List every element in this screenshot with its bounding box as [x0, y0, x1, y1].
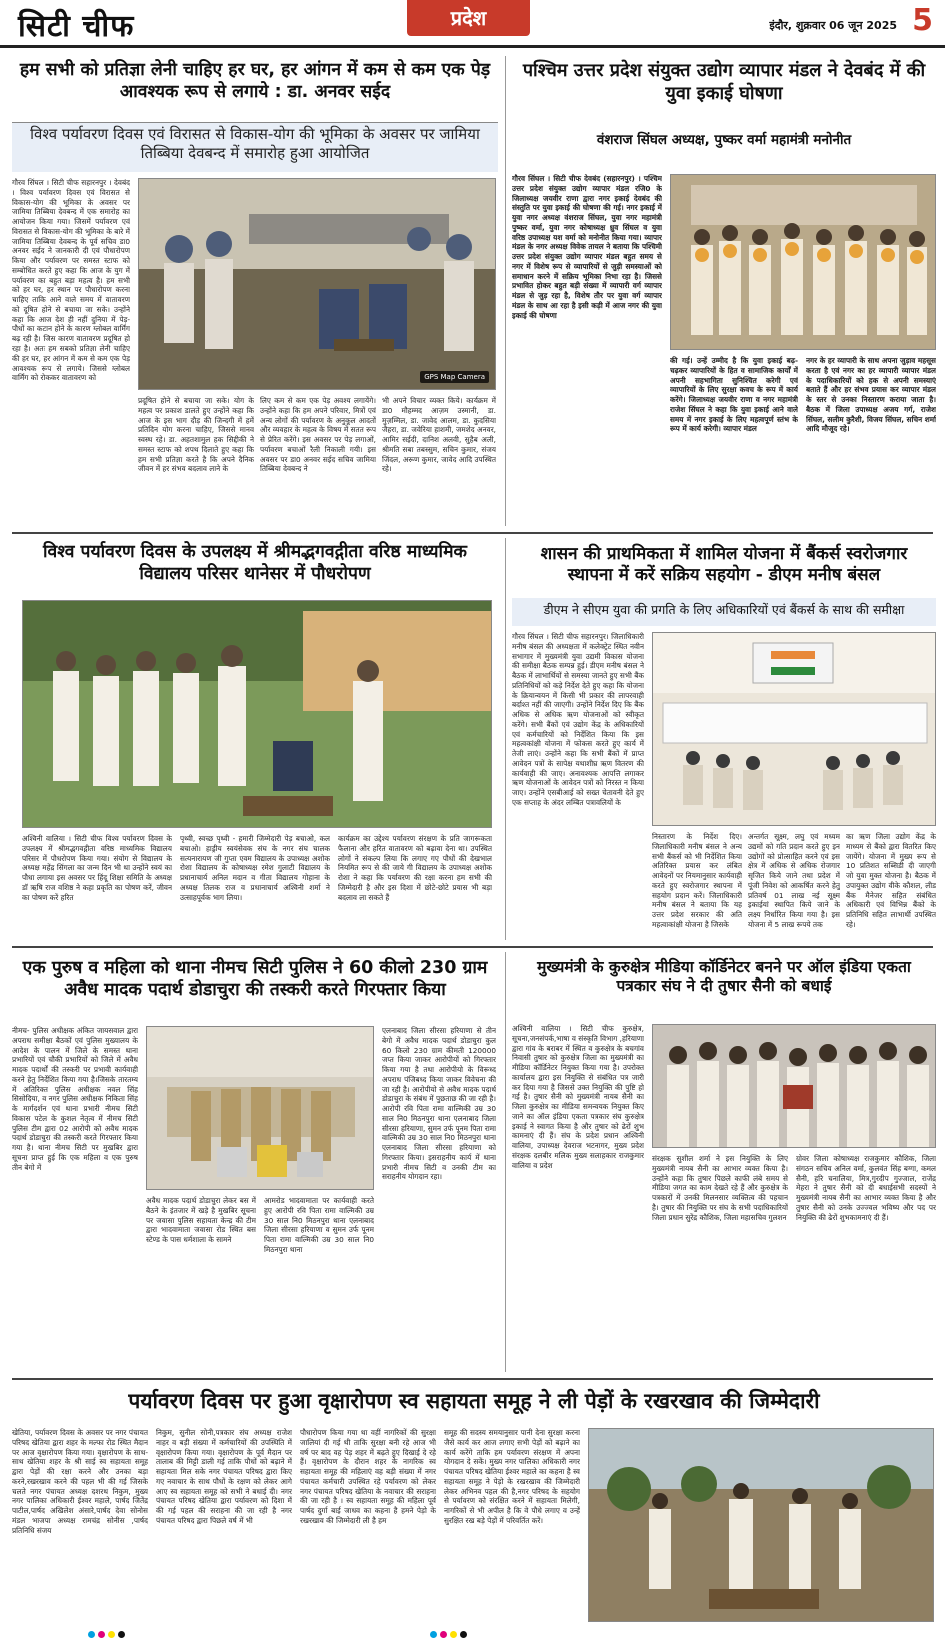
story1-column-2: प्रदूषित होने से बचाया जा सके। योग के महत्व पर प्रकाश डालते हुए उन्होंने कहा कि आज के इस भाग दौड़ की जिन्दगी में हमें प्रतिदिन योग करना चाहिए, जिससे मानव स्वस्थ रहे। डा. अहतशामुल हक सिद्दीकी ने समस्त स्टाफ को शपथ दिलाते हुए कहा कि हम सभी प्रतिज्ञा करते है कि अपने दैनिक जीवन में हर संभव बदलाव लाने के [138, 396, 254, 474]
story2-column-2: की गई। उन्हें उम्मीद है कि युवा इकाई बढ़-चढ़कर व्यापारियों के हित व सामाजिक कार्यों में अपनी सहभागिता सुनिश्चित करेगी एवं व्यापारियों के लिए सुरक्षा कवच के रूप में कार्य करेंगे। जिलाध्यक्ष जयवीर राणा व नगर महामंत्री राजेश सिंघल ने कहा कि युवा इकाई आने वाले समय में नगर इकाई के लिए महत्वपूर्ण स्तंभ के रूप में कार्य करेगी। व्यापार मंडल [670, 356, 798, 434]
story1-column-4: भी अपने विचार व्यक्त किये। कार्यक्रम में डा0 मौहम्मद आज़म उस्मानी, डा. मुज़म्मिल, डा. जावेद आलम, डा. कुदसिया जैहरा, डा. जवेरिया हाशमी, जमशेद अनवर, आमिर सईदी, दानिश अलवी, सुहैब अली, श्रीमति सबा तबस्सुम, सचिन कुमार, संजय जिंदल, अरूण कुमार, जावेद आदि उपस्थित रहे। [382, 396, 496, 474]
meeting-hall-photo [653, 633, 936, 826]
story5-column-2: अवैध मादक पदार्थ डोडाचुरा लेकर बस में बैठने के इंतजार में खड़े है मुखबिर सूचना पर जवासा पुलिस सहायता केन्द्र की टीम द्वारा भादवामाता जवासा रोड स्थित बस स्टेण्ड के पास धर्मशाला के सामने [146, 1196, 256, 1245]
story1-headline: हम सभी को प्रतिज्ञा लेनी चाहिए हर घर, हर आंगन में कम से कम एक पेड़ आवश्यक रूप से लगाये : डा. अनवर सईद [19, 60, 491, 102]
story5-column-4: एलनाबाद जिला सीरसा हरियाणा से तीन बेगो में अवैध मादक पदार्थ डोडाचुरा कुल 60 किलो 230 ग्राम कीमती 120000 जप्त किया जाकर आरोपीयों को गिरफ्तार किया गया है तथा आरोपीयो के विरूध्द अपराध पंजिबध्द किया जाकर विवेचना की जा रही है। आरोपीयो से अवैध मादक पदार्थ डोडाचुरा के संबंध में पुछताछ की जा रही है। आरोपी रवि पिता रामा वाल्मिकी उम्र 30 साल नि0 मिठनपुरा थाना एलनाबाद जिला सीरसा हरियाणा, सुमन उर्फ पूनम पिता रामा वाल्मिकी उम्र 30 साल नि0 मिठनपुरा थाना एलनाबाद जिला सीरसा हरियाणा को गिरफ्तार किया। इसराहनीय कार्य में थाना प्रभारी नीमच सिटी व उनकी टीम का सराहनीय योगदान रहा। [382, 1026, 496, 1182]
section-tab: प्रदेश [407, 0, 530, 36]
story7-photo [588, 1428, 934, 1622]
story4-column-1: गौरव सिंघल । सिटी चीफ सहारनपुर। जिलाधिकारी मनीष बंसल की अध्यक्षता में कलेक्ट्रेट स्थित नवीन सभागार में मुख्यमंत्री युवा उद्यमी विकास योजना की समीक्षा बैठक सम्पन्न हुई। डीएम मनीष बंसल ने बैठक में लाभार्थियों से समस्या जानते हुए सभी बैंक प्रतिनिधियों को कड़े निर्देश देते हुए कहा कि योजना के क्रियान्वयन में किसी भी प्रकार की लापरवाही बर्दाश्त नहीं की जाएगी। उन्होंने निर्देश दिए कि बैंक अधिक से अधिक ऋण योजनाओं को स्वीकृत करेंगे। सभी बैंकों एवं उद्योग केंद्र के अधिकारियों एवं कर्मचारियों को निर्देशित किया कि इस महत्वकांक्षी योजना में फोकस करते हुए कार्य में तेजी लाएं। उन्होंने कहा कि सभी बैंकों में प्राप्त आवेदन पत्रों के सापेक्ष यथाशीघ्र ऋण वितरण की कार्यवाही की जाए। अनावश्यक आपत्ति लगाकर ऋण योजनाओं के आवेदन पत्रों को निरस्त न किया जाए। उन्होंने एसबीआई को सख्त चेतावनी देते हुए एक सप्ताह के अंदर लम्बित पत्रावलियों के [512, 632, 644, 808]
felicitation-group-photo [653, 1025, 936, 1148]
story1-subhead: विश्व पर्यावरण दिवस एवं विरासत से विकास-योग की भूमिका के अवसर पर जामिया तिब्बिया देवबन्द में समारोह हुआ आयोजित [12, 122, 498, 172]
page-number: 5 [912, 3, 933, 38]
story-khetia-plantation [12, 1384, 936, 1624]
school-plantation-photo [23, 601, 492, 828]
story7-headline: पर्यावरण दिवस पर हुआ वृक्षारोपण स्व सहायता समूह ने ली पेड़ों के रखरखाव की जिम्मेदारी [128, 1389, 820, 1413]
tree-planting-photo [139, 179, 496, 390]
story3-column-3: कार्यक्रम का उद्देश्य पर्यावरण संरक्षण के प्रति जागरूकता फैलाना और हरित वातावरण को बढ़ावा देना था। उपस्थित लोगों ने संकल्प लिया कि लगाए गए पौधों की देखभाल नियमित रूप से की जाये गी विद्यालय के उपाध्यक्ष अशोक रोशा ने कहा कि पर्यावरण की रक्षा करना हम सभी की जिम्मेदारी है और इस दिशा में छोटे-छोटे प्रयास भी बड़ा बदलाव ला सकते हैं [338, 834, 492, 902]
story2-subhead: वंशराज सिंघल अध्यक्ष, पुष्कर वर्मा महामंत्री मनोनीत [596, 132, 852, 148]
story2-photo [670, 174, 936, 350]
column-divider [505, 56, 506, 526]
story3-headline: विश्व पर्यावरण दिवस के उपलक्ष्य में श्रीमद्भगवद्गीता वरिष्ठ माध्यमिक विद्यालय परिसर थानेसर में पौधरोपण [43, 542, 467, 584]
story7-column-2: निकुम, सुनील सोनी,पत्रकार संघ अध्यक्ष राजेश नाहर व बड़ी संख्या में कर्मचारियों की उपस्थिति में वृक्षारोपण किया गया। वृक्षारोपण के पूर्व मैदान पर तालाब की मिट्टी डाली गई ताकि पौधों को बढ़ाने में सहायता मिल सके नगर पंचायत परिषद द्वारा किए गए नवाचार के साथ पौधों के रक्षण को लेकर आगे आए स्व सहायता समूह को सभी ने बधाई दी। नगर पंचायत परिषद खेतिया द्वारा पर्यावरण को दिशा में की गई पहल की सराहना की जा रही है नगर पंचायत परिषद द्वारा पिछले वर्ष में भी [156, 1428, 292, 1525]
section-divider [12, 532, 933, 534]
story5-photo [146, 1026, 374, 1190]
story1-column-3: लिए कम से कम एक पेड़ अवश्य लगायेंगे। उन्होंने कहा कि हम अपने परिवार, मित्रों एवं अन्य लोगों की पर्यावरण के अनुकूल आदतों और व्यवहार के महत्व के विषय में सतत रूप से प्रेरित करेंगे। इस अवसर पर पेड़ लगाओं, पर्यावरण बचाओं रैली निकाली गयी। इस अवसर पर डा0 अनवर सईद सचिव जामिया तिब्बिया देवबन्द ने [260, 396, 376, 474]
column-divider [505, 952, 506, 1372]
story3-column-1: अश्विनी वालिया । सिटी चीफ विश्व पर्यावरण दिवस के उपलक्ष्य में श्रीमद्भगवद्गीता वरिष्ठ माध्यमिक विद्यालय परिसर में पौधरोपण किया गया। संयोग से विद्यालय के अध्यक्ष महेंद्र सिंगला का जन्म दिन भी था उन्होंने स्वयं का पौधा लगाया इस अवसर पर हिंदू शिक्षा समिति के अध्यक्ष डॉ ऋषि राज वशिष्ठ ने कहा प्रकृति का पोषण करें, जीवन का पोषण करें हरित [22, 834, 172, 902]
story6-headline: मुख्यमंत्री के कुरुक्षेत्र मीडिया कॉर्डिनेटर बनने पर ऑल इंडिया एकता पत्रकार संघ ने दी तुषार सैनी को बधाई [537, 958, 911, 996]
story-jamia-tibbia [12, 56, 498, 526]
story2-column-3: नगर के हर व्यापारी के साथ अपना जुड़ाव महसूस करता है एवं नगर का हर व्यापारी व्यापार मंडल के पदाधिकारियों को हक से अपनी समस्याएं बताते हैं और हर संभव प्रयास कर व्यापार मंडल के स्तर से उनका निस्तारण कराया जाता है। बैठक में जिला उपाध्यक्ष अजय गर्ग, राजेश सिंघल, सलीम कुरैशी, विजय सिंघल, सचिन शर्मा आदि मौजूद रहे। [806, 356, 936, 434]
story6-photo [652, 1024, 936, 1148]
story-neemuch-police [12, 952, 498, 1372]
story5-column-3: आमरोड भादवामाता पर कार्यवाही करते हुए आरोपी रवि पिता रामा वाल्मिकी उम्र 30 साल नि0 मिठनपुरा थाना एलनाबाद जिला सीरसा हरियाणा व सुमन उर्फ पूनम पिता रामा वाल्मिकी उम्र 30 साल नि0 मिठनपुरा थाना [264, 1196, 374, 1254]
registration-marks-left [88, 1631, 125, 1639]
section-divider [12, 1378, 933, 1380]
story-gita-school [12, 538, 498, 940]
story7-column-4: समूह की सदस्य समयानुसार पानी देना सुरक्षा करना जैसे कार्य कर आज लगाए सभी पेड़ों को बढ़ाने का कार्य करेंगे ताकि हम पर्यावरण संरक्षण में अपना योगदान दे सकें। मुख्य नगर पालिका अधिकारी नगर पंचायत परिषद खेतिया ईश्वर महाले का कहना है स्व सहायता समूह ने पेड़ो के रखरखाव की जिम्मेदारी लेकर अभिनव पहल की है,नगर परिषद के सहयोग से पर्यावरण को संरक्षित करने में सहायता मिलेगी, नागरिकों से भी अपील है कि वे पौधे लगाए व उन्हें सुरक्षित रख बड़े पेड़ों में परिवर्तित करें। [444, 1428, 580, 1525]
story4-photo [652, 632, 936, 826]
story3-column-2: पृथ्वी, स्वच्छ पृथ्वी - हमारी जिम्मेदारी पेड़ बचाओ, कल बचाओ। हाड्रीय स्वयंसेवक संघ के नगर संघ चालक सत्यनारायण जी गुप्ता एवम विद्यालय के उपाध्यक्ष अशोक रोशा विद्यालय के कोषाध्यक्ष रमेश गुलाटी विद्यालय के प्रधानाचार्य अनिल मदान व गीता विद्यालय गोहाना के अध्यक्ष तिलक राज व प्रधानाचार्य अश्विनी शर्मा ने उत्साहपूर्वक भाग लिया। [180, 834, 330, 902]
story-media-coordinator [512, 952, 936, 1372]
felicitation-photo [671, 175, 936, 350]
story4-column-3: अन्तर्गत सूक्ष्म, लघु एवं मध्यम उद्यमों को गति प्रदान करते हुए इन उद्योगों को प्रोत्साहित करने एवं इस क्षेत्र में अधिक से अधिक रोजगार सृजित किये जाने तथा प्रदेश में पूंजी निवेश को आकर्षित करने हेतु प्रतिवर्ष 01 लाख नई सूक्ष्म इकाईयां स्थापित किये जाने के लक्ष्य निर्धारित किया गया है। इस योजना में 5 लाख रूपये तक [748, 832, 840, 929]
story6-column-2: संरक्षक सुशील शर्मा ने इस नियुक्ति के लिए मुख्यमंत्री नायब सैनी का आभार व्यक्त किया है। उन्होंने कहा कि तुषार पिछले काफी लंबे समय से मीडिया जगत का काम देखते रहे हैं और कुरुक्षेत्र के पत्रकारों में उनकी मिलनसार व्यक्तित्व की पहचान है। तुषार की नियुक्ति पर संघ के सभी पदाधिकारियों जिला प्रधान सुरेंद्र कौशिक, जिला महासचिव गुलशन [652, 1154, 788, 1222]
story-vyapar-mandal [512, 56, 936, 526]
story1-column-1: गौरव सिंघल । सिटी चीफ सहारनपुर । देवबंद । विश्व पर्यावरण दिवस एवं विरासत से विकास-योग की भूमिका के अवसर पर जामिया तिब्बिया देवबन्द में एक समारोह का आयोजन किया गया। जिसमें पर्यावरण एवं विरासत से विकास-योग की भूमिका के बारे में जामिया तिब्बिया देवबन्द के पूर्व सचिव डा0 अनवर सईद ने जानकारी दी एवं पौधारोपण किया और पर्यावरण पर समस्त स्टाफ को सम्बोधित करते हुए कहा कि आज के युग में पर्यावरण का बहुत बड़ा महत्व है। हम सभी को हर घर, हर स्थान पर पौधारोपण करना चाहिए ताकि आने वाले समय में वातावरण को दूषित होने से बचाया जा सके। उन्होंने कहा कि आज देश ही नहीं दुनिया में पेड़-पौधों का कटान होने के कारण ग्लोबल वार्मिंग बढ़ रही है। जिस कारण वातावरण प्रदूषित हो रहा है। अतः हम सबको प्रतिज्ञा लेनी चाहिए की हर घर, हर आंगन में कम से कम एक पेड़ आवश्यक रूप से लगाये। जिससे ग्लोबल वार्मिंग को रोककर वातावरण को [12, 178, 130, 383]
registration-marks-right [430, 1631, 467, 1639]
story2-column-1: गौरव सिंघल । सिटी चीफ देवबंद (सहारनपुर) । पश्चिम उत्तर प्रदेश संयुक्त उद्योग व्यापार मंडल रजि0 के जिलाध्यक्ष जयवीर राणा द्वारा नगर इकाई देवबंद की संस्तुति पर युवा इकाई की घोषणा की गई। नगर इकाई में युवा नगर अध्यक्ष वंशराज सिंघल, युवा नगर महामंत्री पुष्कर वर्मा, युवा नगर कोषाध्यक्ष ध्रुव सिंघल व युवा वरिष्ठ उपाध्यक्ष यश वर्मा को मनोनीत किया गया। व्यापार मंडल के नगर अध्यक्ष विवेक तायल ने बताया कि पश्चिमी उत्तर प्रदेश संयुक्त उद्योग व्यापार मंडल बहुत समय से नगर में विशेष रूप से व्यापारियों से जुड़ी समस्याओं को समाधान करने में सक्रिय भूमिका निभा रहा है। जिससे प्रभावित होकर बहुत बड़ी संख्या में व्यापारी वर्ग व्यापार मंडल से जुड़ रहा है, विशेष तौर पर युवा वर्ग व्यापार मंडल के साथ आ रहा है इसी कड़ी में आज नगर की युवा इकाई की घोषणा [512, 174, 662, 320]
story7-column-1: खेतिया, पर्यावरण दिवस के अवसर पर नगर पंचायत परिषद खेतिया द्वारा शहर के मल्फा रोड स्थित मैदान पर आज वृक्षारोपण किया गया। वृक्षारोपण के साथ-साथ खेतिया शहर के श्री साई स्व सहायता समूह द्वारा पेड़ों की रक्षा करने और उनका बड़ा करने,रखरखाव करने की पहल भी की गई जिसके चलते नगर पंचायत अध्यक्ष दशरथ निकुम, मुख्य नगर पालिका अधिकारी ईश्वर महाले, पार्षद जितेंद्र पाटील,पार्षद अखिलेश अंसारे,पार्षद देवा सोनोस मंडल भाजपा अध्यक्ष रामचंद्र सोनीस ,पार्षद प्रतिनिधि संजय [12, 1428, 148, 1535]
newspaper-brand: सिटी चीफ [18, 9, 135, 44]
column-divider [505, 538, 506, 940]
story4-subhead: डीएम ने सीएम युवा की प्रगति के लिए अधिकारियों एवं बैंकर्स के साथ की समीक्षा [512, 598, 936, 626]
masthead [0, 0, 945, 48]
story3-photo [22, 600, 492, 828]
story4-column-4: का ऋण जिला उद्योग केंद्र के माध्यम से बैंको द्वारा वितरित किए जायेंगे। योजना में मुख्य रूप से 10 प्रतिशत सब्सिडी दी जाएगी जो युवा मुक्त योजना है। बैठक में उपायुक्त उद्योग वीके कौशल, लीड बैंक मैनेजर सहित संबंधित अधिकारी एवं विभिन्न बैंको के प्रतिनिधि सहित लाभार्थी उपस्थित रहे। [846, 832, 936, 929]
story-dm-review [512, 538, 936, 940]
gps-camera-tag: GPS Map Camera [420, 371, 489, 383]
story1-photo [138, 178, 496, 390]
story6-column-1: अश्विनी वालिया । सिटी चीफ कुरुक्षेत्र, सूचना,जनसंपर्क,भाषा व संस्कृति विभाग ,हरियाणा द्वारा गांव के बराबर में स्थित व कुरुक्षेत्र के बचगांव निवासी तुषार को कुरुक्षेत्र जिला का मुख्यमंत्री का मीडिया कॉर्डिनेटर नियुक्त किया गया है। उपरोक्त कार्यालय द्वारा इस नियुक्ति से संबंधित पत्र जारी कर दिया गया है जिससे उक्त नियुक्ति की पुष्टि हो गई है। तुषार सैनी को मुख्यमंत्री नायब सैनी का जिला कुरुक्षेत्र का मीडिया समन्वयक नियुक्त किए जाने का ऑल इंडिया एकता पत्रकार संघ कुरुक्षेत्र इकाई ने स्वागत किया है और तुषार को ढेरों शुभ कामनाएं दी हैं। संघ के प्रदेश प्रधान अश्विनी वालिया, उपाध्यक्ष देवराज भटनागर, मुख्य प्रदेश संरक्षक दलबीर मलिक मुख्य सलाहकार राजकुमार वालिया व प्रदेश [512, 1024, 644, 1170]
ground-plantation-photo [589, 1429, 934, 1622]
section-divider [12, 946, 933, 948]
story4-headline: शासन की प्राथमिकता में शामिल योजना में बैंकर्स स्वरोजगार स्थापना में करें सक्रिय सहयोग - डीएम मनीष बंसल [540, 544, 908, 586]
story5-column-1: नीमच- पुलिस अधीक्षक अंकित जायसवाल द्वारा अपराध समीक्षा बैठकों एवं पुलिस मुख्यालय के आदेश के पालन में जिले के समस्त थाना प्रभारियों एवं चौकी प्रभारियों को जिले में अवैध मादक पदार्थों की तस्करी पर प्रभावी कार्यवाही करने हेतु निर्देशित किया गया है।जिसके तारतम्य में अतिरिक्त पुलिस अधीक्षक नवल सिंह सिसोदिया, व नगर पुलिस अधीक्षक निकिता सिंह के मार्गदर्शन एवं थाना प्रभारी नीमच सिटी विकास पटेल के कुशल नेतृत्व में नीमच सिटी पुलिस टीम द्वारा 02 आरोपी को अवैध मादक पदार्थ डोडाचुरा की तस्करी करते गिरफ्तार किया गया है। थाना नीमच सिटी पर मुखबिर द्वारा सूचना प्राप्त हुई कि एक महिला व एक पुरुष तीन बेगो में [12, 1026, 138, 1172]
story7-column-3: पौधारोपण किया गया था वहीं नागरिकों की सुरक्षा जालियां दी गई थी ताकि सुरक्षा बनी रहे आज भी वर्ष पर बाद वह पेड़ शहर में बढ़ते हुए दिखाई दे रहे हैं। वृक्षारोपण के दौरान शहर के नागरिक स्व सहायता समूह की महिलाएं वह बड़ी संख्या में नगर पंचायत कर्मचारी उपस्थित रहे पर्यावरण को लेकर नगर पंचायत परिषद खेतिया के नवाचार की सराहना की जा रही है । स्व सहायता समूह की महिला पूर्व पार्षद दुर्गा बाई जाधव का कहना है हमने पेड़ो के रखरखाव की जिम्मेदारी ली है हम [300, 1428, 436, 1525]
story2-headline: पश्चिम उत्तर प्रदेश संयुक्त उद्योग व्यापार मंडल ने देवबंद में की युवा इकाई घोषणा [522, 60, 926, 104]
police-seizure-photo [147, 1027, 374, 1190]
story6-column-3: ग्रोवर जिला कोषाध्यक्ष राजकुमार कौशिक, जिला संगठन सचिव अनिल वर्मा, कुलवंत सिंह बग्गा, कमल सैनी, हरि चनालिया, मित्र,गुरदीप गुज्जाल, राजेंद्र मेहरा ने तुषार सैनी को दी बधाईसभी सदस्यों ने मुख्यमंत्री नायब सैनी का आभार व्यक्त किया है और तुषार सैनी को उनके उज्ज्वल भविष्य और पद पर नियुक्ति की ढेरों शुभकामनाएं दी हैं। [796, 1154, 936, 1222]
story4-column-2: निस्तारण के निर्देश दिए। जिलाधिकारी मनीष बंसल ने अन्य सभी बैंकर्स को भी निर्देशित किया अतिरिक्त प्रयास कर लंबित आवेदनों पर नियमानुसार कार्यवाही करते हुए स्वरोजगार स्थापना में सहयोग प्रदान करें। जिलाधिकारी मनीष बंसल ने बताया कि यह उत्तर प्रदेश सरकार की अति महत्वाकांक्षी योजना है जिसके [652, 832, 742, 929]
dateline: इंदौर, शुक्रवार 06 जून 2025 [769, 19, 897, 32]
story5-headline: एक पुरुष व महिला को थाना नीमच सिटी पुलिस ने 60 कीलो 230 ग्राम अवैध मादक पदार्थ डोडाचुरा की तस्करी करते गिरफ्तार किया [22, 958, 488, 1000]
